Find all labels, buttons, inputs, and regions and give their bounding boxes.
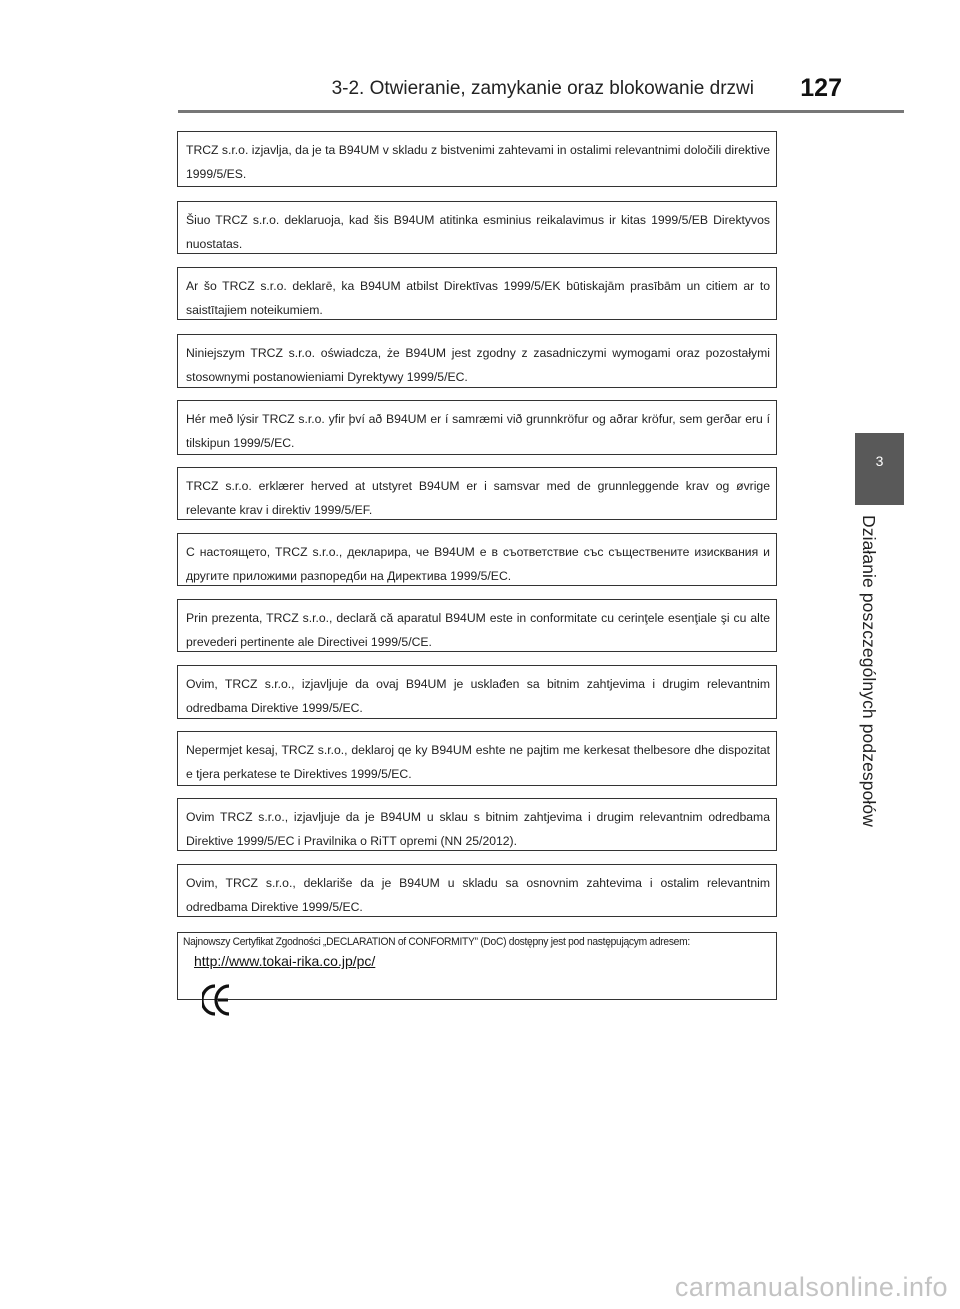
declaration-croatian: Ovim TRCZ s.r.o., izjavljuje da je B94UM u sklau s bitnim zahtjevima i drugim relevantnim odredbama Direktive 1999/5/EC i Pravilnika o RiTT opremi (NN 25/2012).	[177, 798, 777, 851]
declaration-polish: Niniejszym TRCZ s.r.o. oświadcza, że B94UM jest zgodny z zasadniczymi wymogami oraz pozostałymi stosownymi postanowieniami Dyrektywy 1999/5/EC.	[177, 334, 777, 388]
page-number: 127	[800, 74, 842, 102]
page-header	[178, 72, 904, 113]
declaration-slovenian: TRCZ s.r.o. izjavlja, da je ta B94UM v skladu z bistvenimi zahtevami in ostalimi relevantnimi določili direktive 1999/5/ES.	[177, 131, 777, 187]
chapter-title: Działanie poszczególnych podzespołów	[859, 515, 879, 827]
declaration-norwegian: TRCZ s.r.o. erklærer herved at utstyret B94UM er i samsvar med de grunnleggende krav og øvrige relevante krav i direktiv 1999/5/EF.	[177, 467, 777, 520]
conformity-link[interactable]: http://www.tokai-rika.co.jp/pc/	[194, 953, 376, 969]
declaration-lithuanian: Šiuo TRCZ s.r.o. deklaruoja, kad šis B94UM atitinka esminius reikalavimus ir kitas 1999/5/EB Direktyvos nuostatas.	[177, 201, 777, 254]
chapter-tab	[855, 433, 904, 505]
declaration-albanian: Nepermjet kesaj, TRCZ s.r.o., deklaroj qe ky B94UM eshte ne pajtim me kerkesat thelbesore dhe dispozitat e tjera perkatese te Direktives 1999/5/EC.	[177, 731, 777, 786]
ce-mark-icon	[202, 983, 232, 1017]
watermark: carmanualsonline.info	[674, 1272, 948, 1302]
declaration-serbian: Ovim, TRCZ s.r.o., deklariše da je B94UM u skladu sa osnovnim zahtevima i ostalim relevantnim odredbama Direktive 1999/5/EC.	[177, 864, 777, 917]
header-title: 3-2. Otwieranie, zamykanie oraz blokowanie drzwi	[331, 78, 754, 99]
declaration-bulgarian: С настоящето, TRCZ s.r.o., декларира, че B94UM е в съответствие със съществените изисквания и другите приложими разпоредби на Директива 1999/5/ЕС.	[177, 533, 777, 586]
chapter-number: 3	[875, 453, 884, 469]
declaration-icelandic: Hér með lýsir TRCZ s.r.o. yfir því að B94UM er í samræmi við grunnkröfur og aðrar kröfur, sem gerðar eru í tilskipun 1999/5/EC.	[177, 400, 777, 455]
conformity-notice: Najnowszy Certyfikat Zgodności „DECLARATION of CONFORMITY” (DoC) dostępny jest pod następującym adresem:	[183, 936, 690, 948]
declaration-bosnian: Ovim, TRCZ s.r.o., izjavljuje da ovaj B94UM je usklađen sa bitnim zahtjevima i drugim relevantnim odredbama Direktive 1999/5/EC.	[177, 665, 777, 719]
declaration-romanian: Prin prezenta, TRCZ s.r.o., declară că aparatul B94UM este in conformitate cu cerinţele esenţiale şi cu alte prevederi pertinente ale Directivei 1999/5/CE.	[177, 599, 777, 652]
conformity-box	[177, 932, 777, 1000]
declaration-latvian: Ar šo TRCZ s.r.o. deklarē, ka B94UM atbilst Direktīvas 1999/5/EK būtiskajām prasībām un citiem ar to saistītajiem noteikumiem.	[177, 267, 777, 320]
